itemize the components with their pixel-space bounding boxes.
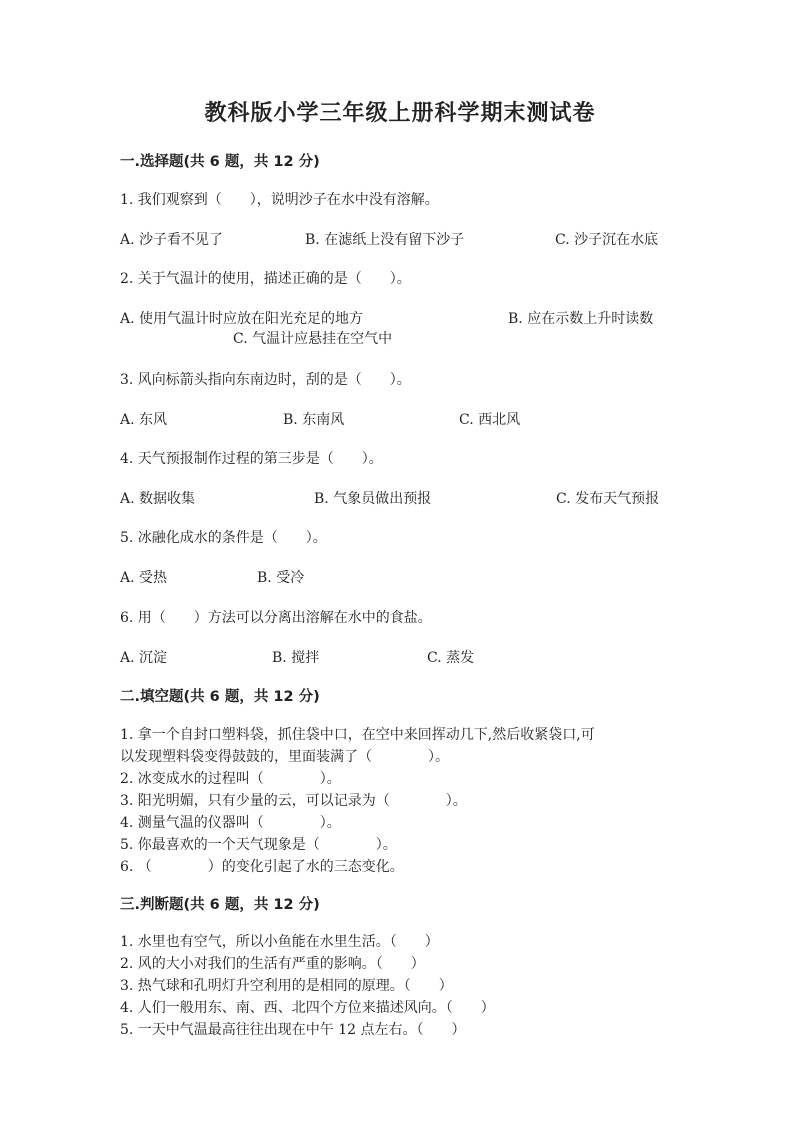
true-false-line: 4. 人们一般用东、南、西、北四个方位来描述风向。（ ） xyxy=(120,1000,495,1016)
fill-blank-line: 6. （ ）的变化引起了水的三态变化。 xyxy=(120,859,404,875)
question-6: 6. 用（ ）方法可以分离出溶解在水中的食盐。 xyxy=(120,610,432,626)
page-title: 教科版小学三年级上册科学期末测试卷 xyxy=(204,101,596,126)
true-false-line: 3. 热气球和孔明灯升空利用的是相同的原理。（ ） xyxy=(120,978,453,994)
fill-blank-line: 以发现塑料袋变得鼓鼓的，里面装满了（ ）。 xyxy=(120,749,449,765)
question-3-option-a: A. 东风 xyxy=(120,412,168,428)
question-6-option-c: C. 蒸发 xyxy=(427,650,475,666)
question-1-option-b: B. 在滤纸上没有留下沙子 xyxy=(305,232,465,248)
question-4-option-b: B. 气象员做出预报 xyxy=(314,491,432,507)
true-false-line: 5. 一天中气温最高往往出现在中午 12 点左右。（ ） xyxy=(120,1022,466,1038)
fill-blank-line: 5. 你最喜欢的一个天气现象是（ ）。 xyxy=(120,837,397,853)
section-heading-true-false: 三.判断题(共 6 题，共 12 分) xyxy=(120,897,320,913)
question-2-option-c: C. 气温计应悬挂在空气中 xyxy=(233,331,393,347)
question-3: 3. 风向标箭头指向东南边时，刮的是（ ）。 xyxy=(120,372,411,388)
question-5: 5. 冰融化成水的条件是（ ）。 xyxy=(120,530,327,546)
fill-blank-line: 4. 测量气温的仪器叫（ ）。 xyxy=(120,815,341,831)
section-heading-choice: 一.选择题(共 6 题，共 12 分) xyxy=(120,154,320,170)
true-false-line: 2. 风的大小对我们的生活有严重的影响。（ ） xyxy=(120,956,425,972)
fill-blank-line: 2. 冰变成水的过程叫（ ）。 xyxy=(120,771,341,787)
question-3-option-b: B. 东南风 xyxy=(283,412,345,428)
question-2-option-b: B. 应在示数上升时读数 xyxy=(508,311,654,327)
question-6-option-b: B. 搅拌 xyxy=(272,650,320,666)
question-4: 4. 天气预报制作过程的第三步是（ ）。 xyxy=(120,451,383,467)
question-4-option-c: C. 发布天气预报 xyxy=(556,491,660,507)
question-1-option-a: A. 沙子看不见了 xyxy=(120,232,224,248)
question-1-option-c: C. 沙子沉在水底 xyxy=(555,232,659,248)
section-heading-fill-blank: 二.填空题(共 6 题，共 12 分) xyxy=(120,689,320,705)
question-1: 1. 我们观察到（ ），说明沙子在水中没有溶解。 xyxy=(120,192,439,208)
fill-blank-line: 3. 阳光明媚，只有少量的云，可以记录为（ ）。 xyxy=(120,793,467,809)
fill-blank-line: 1. 拿一个自封口塑料袋，抓住袋中口，在空中来回挥动几下,然后收紧袋口,可 xyxy=(120,727,595,743)
question-3-option-c: C. 西北风 xyxy=(459,412,521,428)
question-2: 2. 关于气温计的使用，描述正确的是（ ）。 xyxy=(120,271,411,287)
question-5-option-b: B. 受冷 xyxy=(257,570,305,586)
question-6-option-a: A. 沉淀 xyxy=(120,650,168,666)
question-2-option-a: A. 使用气温计时应放在阳光充足的地方 xyxy=(120,311,364,327)
true-false-line: 1. 水里也有空气，所以小鱼能在水里生活。（ ） xyxy=(120,934,439,950)
question-4-option-a: A. 数据收集 xyxy=(120,491,196,507)
question-5-option-a: A. 受热 xyxy=(120,570,168,586)
